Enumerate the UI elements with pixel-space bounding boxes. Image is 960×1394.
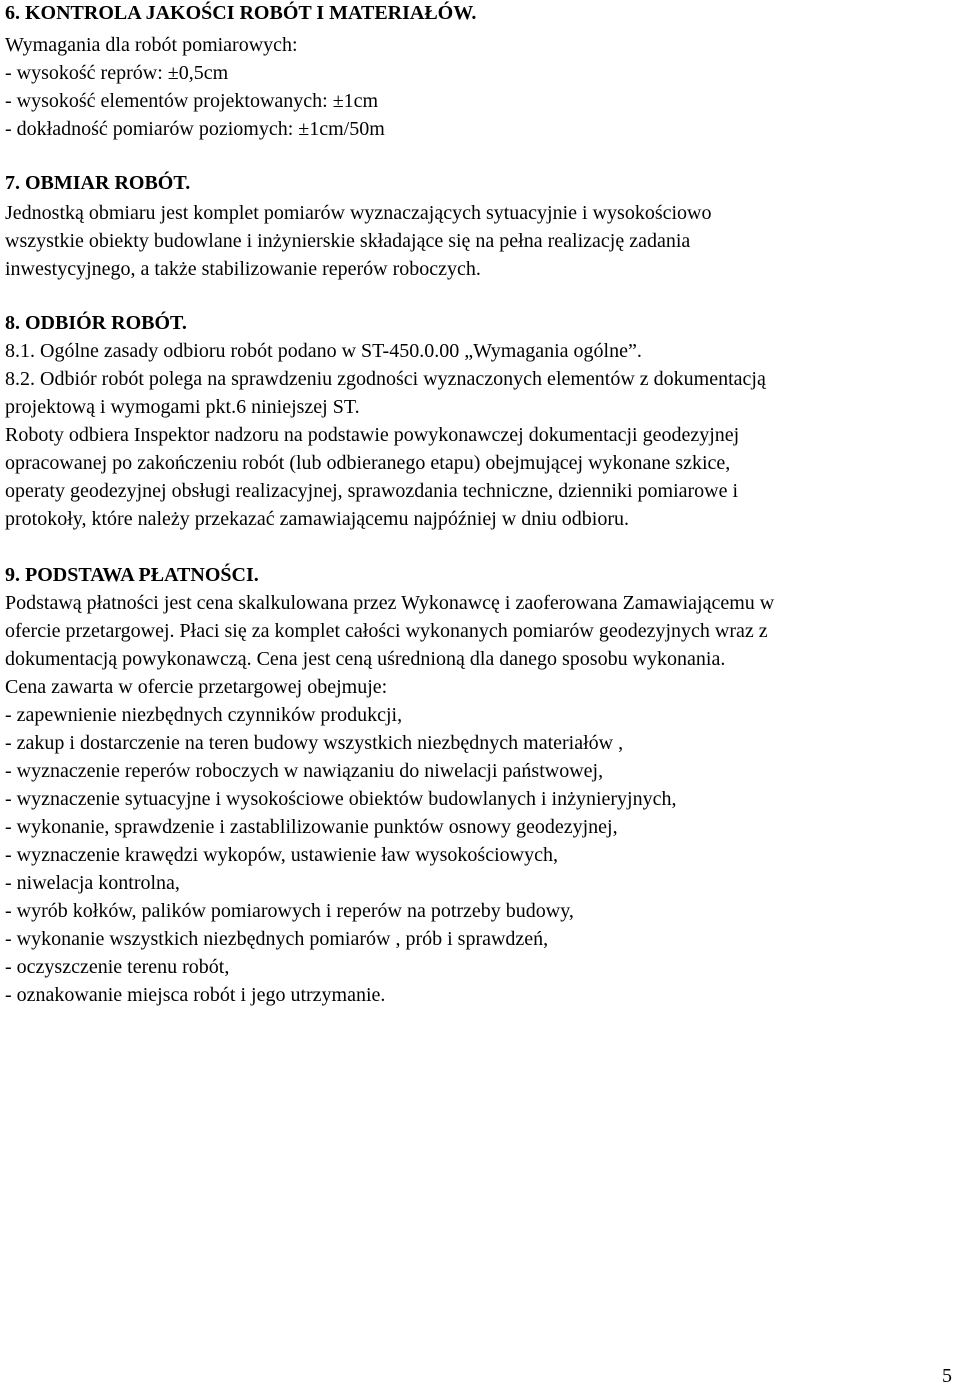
section-6-line-1: Wymagania dla robót pomiarowych: [5,34,298,56]
section-7-line-3: inwestycyjnego, a także stabilizowanie reperów roboczych. [5,258,481,280]
section-9-line-4: Cena zawarta w ofercie przetargowej obejmuje: [5,676,388,698]
section-9-line-11: - niwelacja kontrolna, [5,872,180,894]
section-9-line-10: - wyznaczenie krawędzi wykopów, ustawienie ław wysokościowych, [5,844,558,866]
section-8-line-4: Roboty odbiera Inspektor nadzoru na podstawie powykonawczej dokumentacji geodezyjnej [5,424,740,446]
section-9-heading: 9. PODSTAWA PŁATNOŚCI. [5,564,259,586]
section-7-heading: 7. OBMIAR ROBÓT. [5,172,191,194]
section-7-line-1: Jednostką obmiaru jest komplet pomiarów wyznaczających sytuacyjnie i wysokościowo [5,202,712,224]
section-8-line-2: 8.2. Odbiór robót polega na sprawdzeniu zgodności wyznaczonych elementów z dokumentacją [5,368,766,390]
section-9-line-5: - zapewnienie niezbędnych czynników produkcji, [5,704,403,726]
section-9-line-1: Podstawą płatności jest cena skalkulowana przez Wykonawcę i zaoferowana Zamawiającemu w [5,592,775,614]
section-9-line-14: - oczyszczenie terenu robót, [5,956,230,978]
section-9-line-15: - oznakowanie miejsca robót i jego utrzymanie. [5,984,386,1006]
page-number: 5 [942,1365,952,1387]
section-9-line-2: ofercie przetargowej. Płaci się za komplet całości wykonanych pomiarów geodezyjnych wraz z [5,620,768,642]
section-8-heading: 8. ODBIÓR ROBÓT. [5,312,187,334]
section-9-line-12: - wyrób kołków, palików pomiarowych i reperów na potrzeby budowy, [5,900,574,922]
section-6-line-2: - wysokość reprów: ±0,5cm [5,62,229,84]
section-9-line-8: - wyznaczenie sytuacyjne i wysokościowe obiektów budowlanych i inżynieryjnych, [5,788,677,810]
section-6-heading: 6. KONTROLA JAKOŚCI ROBÓT I MATERIAŁÓW. [5,2,477,24]
section-8-line-3: projektową i wymogami pkt.6 niniejszej ST. [5,396,360,418]
section-9-line-6: - zakup i dostarczenie na teren budowy wszystkich niezbędnych materiałów , [5,732,624,754]
section-9-line-3: dokumentacją powykonawczą. Cena jest ceną uśrednioną dla danego sposobu wykonania. [5,648,726,670]
section-9-line-13: - wykonanie wszystkich niezbędnych pomiarów , prób i sprawdzeń, [5,928,549,950]
section-9-line-9: - wykonanie, sprawdzenie i zastablilizowanie punktów osnowy geodezyjnej, [5,816,618,838]
section-8-line-7: protokoły, które należy przekazać zamawiającemu najpóźniej w dniu odbioru. [5,508,630,530]
section-7-line-2: wszystkie obiekty budowlane i inżynierskie składające się na pełna realizację zadania [5,230,691,252]
section-6-line-3: - wysokość elementów projektowanych: ±1cm [5,90,379,112]
section-8-line-6: operaty geodezyjnej obsługi realizacyjnej, sprawozdania techniczne, dzienniki pomiarowe i [5,480,739,502]
section-8-line-1: 8.1. Ogólne zasady odbioru robót podano w ST-450.0.00 „Wymagania ogólne”. [5,340,642,362]
section-8-line-5: opracowanej po zakończeniu robót (lub odbieranego etapu) obejmującej wykonane szkice, [5,452,731,474]
section-9-line-7: - wyznaczenie reperów roboczych w nawiązaniu do niwelacji państwowej, [5,760,604,782]
section-6-line-4: - dokładność pomiarów poziomych: ±1cm/50m [5,118,385,140]
